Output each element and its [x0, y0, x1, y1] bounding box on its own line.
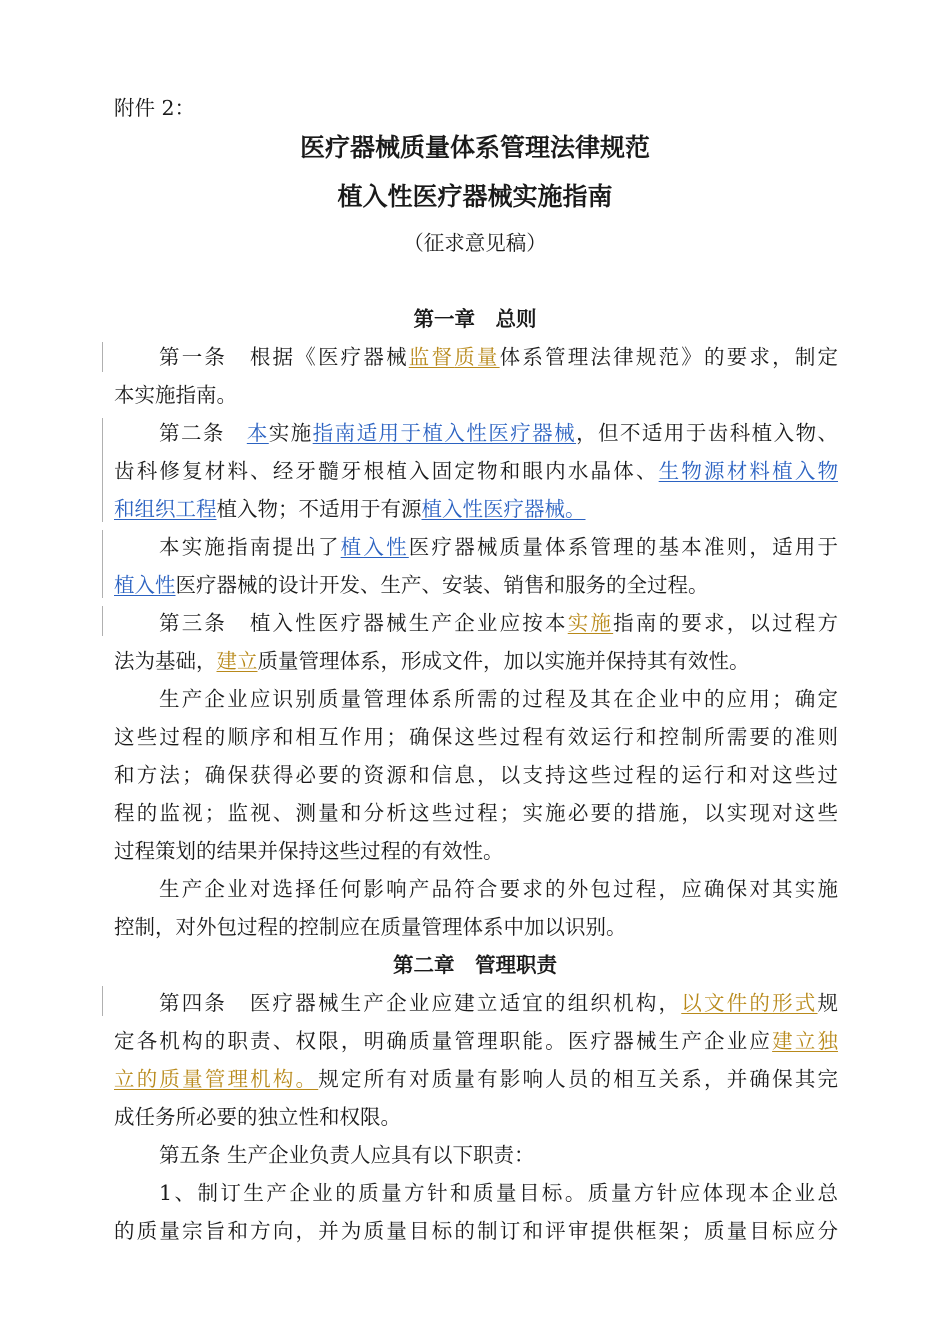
article-4-line: 定各机构的职责、权限，明确质量管理职能。医疗器械生产企业应建立独: [114, 1029, 839, 1053]
revision-mark: 和组织工程: [114, 497, 217, 521]
article-1-line: 本实施指南。: [114, 383, 237, 407]
paragraph-line: 过程策划的结果并保持这些过程的有效性。: [114, 839, 504, 863]
revision-mark: 建立: [216, 649, 258, 673]
article-2-line: 齿科修复材料、经牙髓牙根植入固定物和眼内水晶体、生物源材料植入物: [114, 459, 839, 483]
revision-mark: 生物源材料植入物: [658, 459, 839, 483]
revision-mark: 质量: [454, 345, 500, 369]
revision-bar: [102, 986, 103, 1016]
article-3-line: 第三条 植入性医疗器械生产企业应按本实施指南的要求，以过程方: [159, 611, 839, 635]
article-4-line: 第四条 医疗器械生产企业应建立适宜的组织机构，以文件的形式规: [159, 991, 839, 1015]
paragraph-line: 控制，对外包过程的控制应在质量管理体系中加以识别。: [114, 915, 627, 939]
paragraph-line: 这些过程的顺序和相互作用；确保这些过程有效运行和控制所需要的准则: [114, 725, 838, 749]
revision-mark: 以文件的形式: [681, 991, 818, 1015]
document-title: 医疗器械质量体系管理法律规范: [299, 133, 650, 162]
chapter-heading: 第二章 管理职责: [393, 953, 557, 977]
paragraph-line: 程的监视；监视、测量和分析这些过程；实施必要的措施，以实现对这些: [114, 801, 838, 825]
attachment-label: 附件 2：: [114, 96, 196, 120]
revision-mark: 实施: [567, 611, 614, 635]
article-3-line: 法为基础，建立质量管理体系，形成文件，加以实施并保持其有效性。: [114, 649, 750, 673]
list-item-line: 1、制订生产企业的质量方针和质量目标。质量方针应体现本企业总: [159, 1181, 838, 1205]
paragraph-line: 生产企业应识别质量管理体系所需的过程及其在企业中的应用；确定: [159, 687, 838, 711]
revision-mark: 指南适用于植入性医疗器械: [312, 421, 577, 445]
paragraph-line: 本实施指南提出了植入性医疗器械质量体系管理的基本准则，适用于: [159, 535, 839, 559]
revision-mark: 植入性: [114, 573, 176, 597]
list-item-line: 的质量宗旨和方向，并为质量目标的制订和评审提供框架；质量目标应分: [114, 1219, 838, 1243]
chapter-heading: 第一章 总则: [413, 307, 537, 331]
article-2-line: 第二条 本实施指南适用于植入性医疗器械，但不适用于齿科植入物、: [159, 421, 839, 445]
revision-bar: [102, 342, 103, 372]
paragraph-line: 生产企业对选择任何影响产品符合要求的外包过程，应确保对其实施: [159, 877, 838, 901]
paragraph-line: 和方法；确保获得必要的资源和信息，以支持这些过程的运行和对这些过: [114, 763, 838, 787]
revision-mark: 植入性医疗器械。: [421, 497, 586, 521]
revision-bar: [102, 418, 103, 522]
article-4-line: 成任务所必要的独立性和权限。: [114, 1105, 401, 1129]
revision-mark: 建立独: [772, 1029, 839, 1053]
article-4-line: 立的质量管理机构。规定所有对质量有影响人员的相互关系，并确保其完: [114, 1067, 839, 1091]
revision-mark: 立的质量管理机构。: [114, 1067, 319, 1091]
article-5-line: 第五条 生产企业负责人应具有以下职责：: [159, 1143, 535, 1167]
article-1-line: 第一条 根据《医疗器械监督质量体系管理法律规范》的要求，制定: [159, 345, 839, 369]
article-2-line: 和组织工程植入物；不适用于有源植入性医疗器械。: [114, 497, 586, 521]
document-subtitle-title: 植入性医疗器械实施指南: [337, 182, 613, 211]
revision-bar: [102, 530, 103, 598]
revision-mark: 本: [246, 421, 269, 445]
paragraph-line: 植入性医疗器械的设计开发、生产、安装、销售和服务的全过程。: [114, 573, 709, 597]
revision-mark: 监督: [408, 345, 455, 369]
revision-mark: 植入性: [340, 535, 409, 559]
draft-note: （征求意见稿）: [403, 231, 547, 255]
revision-bar: [102, 606, 103, 636]
